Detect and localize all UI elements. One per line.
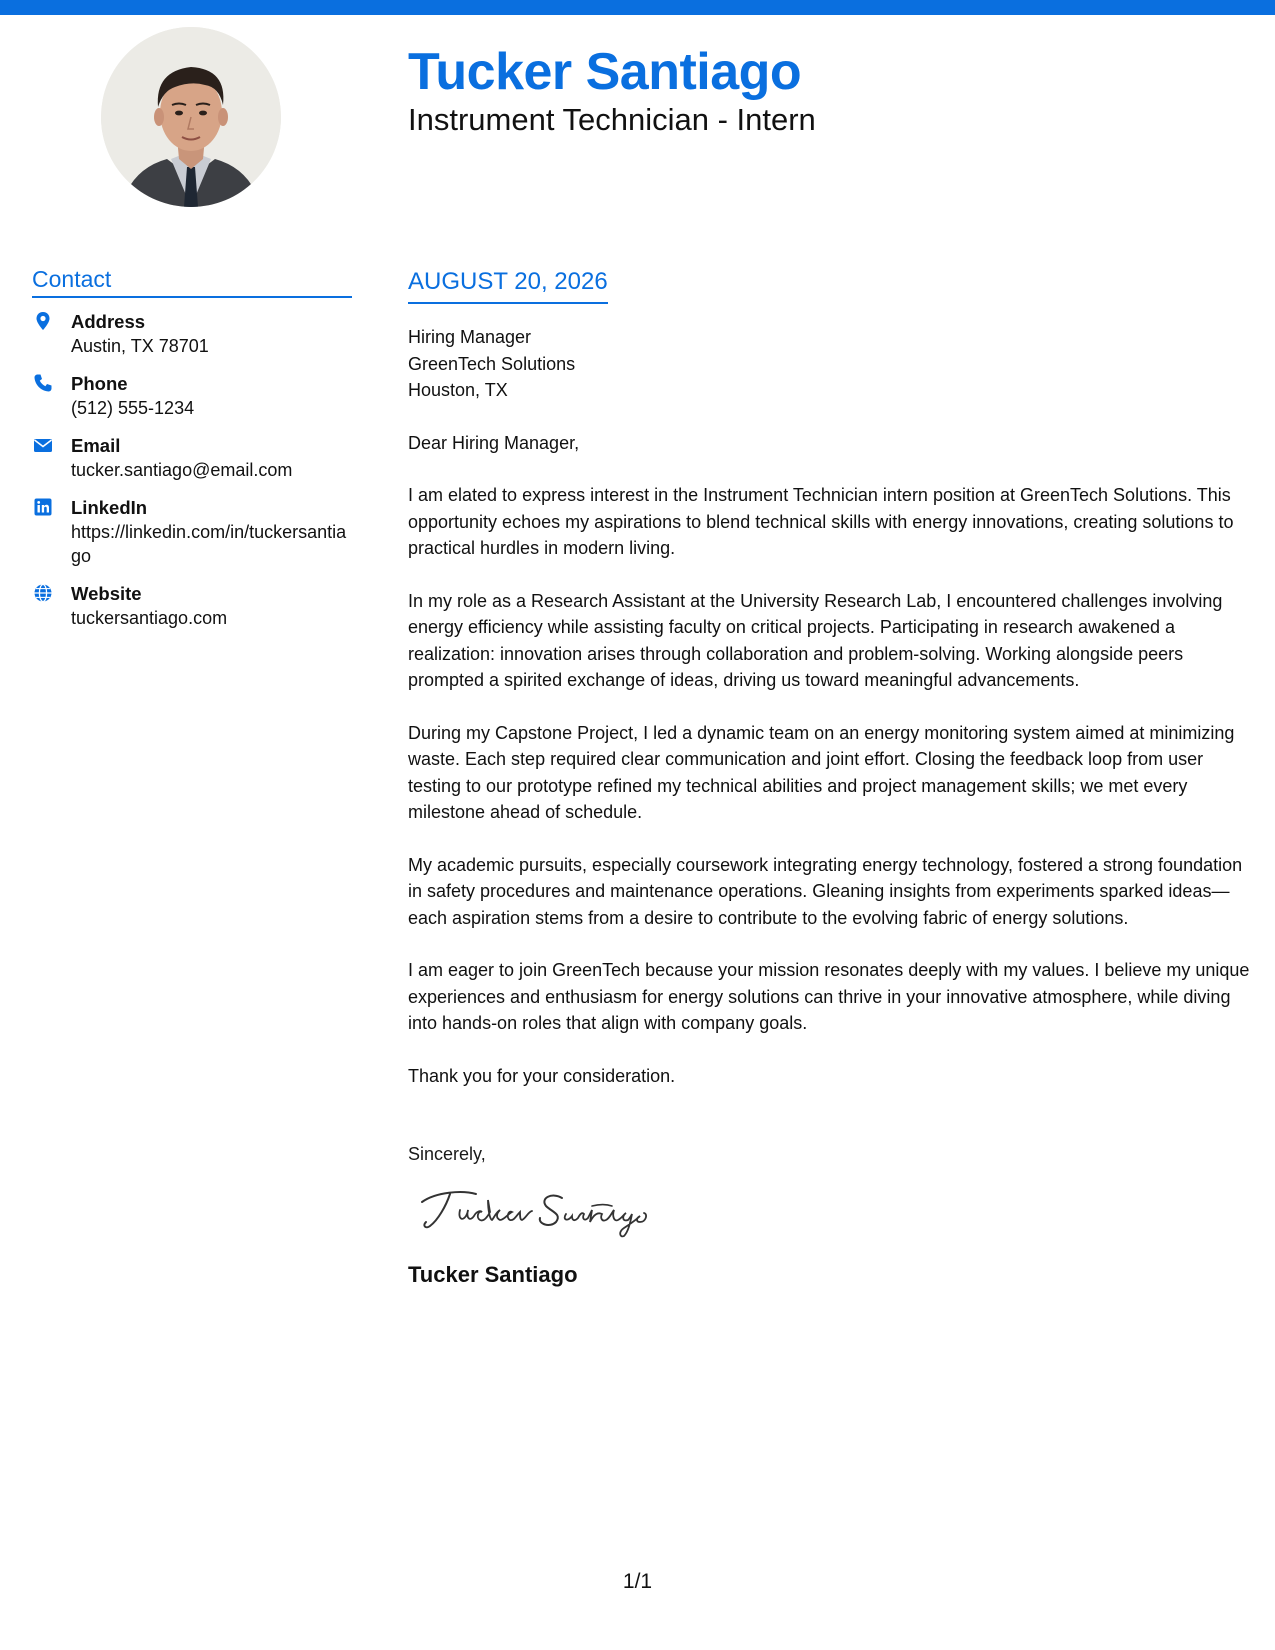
linkedin-label: LinkedIn [71, 497, 148, 518]
contact-item-linkedin [32, 496, 352, 568]
job-title: Instrument Technician - Intern [408, 102, 816, 137]
closing: Sincerely, [408, 1144, 486, 1164]
letter-body [408, 268, 1253, 1288]
letter-date: AUGUST 20, 2026 [408, 268, 608, 304]
body-paragraph: During my Capstone Project, I led a dynamic team on an energy monitoring system aimed at minimizing waste. Each step required clear communication and joint effort. Closing the feedback loop from user testing to our prototype refined my technical abilities and project management skills; we met every milestone ahead of schedule. [408, 722, 1235, 822]
email-value[interactable]: tucker.santiago@email.com [71, 460, 293, 480]
avatar-photo [101, 27, 281, 207]
salutation: Dear Hiring Manager, [408, 432, 580, 453]
contact-item-email [32, 434, 352, 482]
address-label: Address [71, 311, 146, 332]
handwritten-signature [416, 1180, 676, 1242]
recipient-line: GreenTech Solutions [408, 353, 576, 374]
globe-icon [33, 583, 53, 603]
top-accent-bar [0, 0, 1275, 15]
body-paragraph: My academic pursuits, especially coursework integrating energy technology, fostered a strong foundation in safety procedures and maintenance operations. Gleaning insights from experiments sparked ideas—each aspiration stems from a desire to contribute to the evolving fabric of energy solutions. [408, 854, 1243, 928]
recipient-line: Hiring Manager [408, 327, 532, 347]
body-paragraph: Thank you for your consideration. [408, 1065, 676, 1086]
phone-icon [33, 373, 53, 393]
recipient-line: Houston, TX [408, 380, 508, 400]
body-paragraph: I am elated to express interest in the Instrument Technician intern position at GreenTech Solutions. This opportunity echoes my aspirations to blend technical skills with energy innovations, creating solutions to practical hurdles in modern living. [408, 485, 1234, 558]
email-label: Email [71, 435, 121, 456]
body-paragraph: In my role as a Research Assistant at the University Research Lab, I encountered challenges involving energy efficiency while assisting faculty on critical projects. Participating in research awakened a realization: innovation arises through collaboration and problem-solving. Working alongside peers prompted a spirited exchange of ideas, driving us toward meaningful advancements. [408, 590, 1223, 690]
contact-item-address [32, 310, 352, 358]
avatar [101, 27, 281, 207]
address-value: Austin, TX 78701 [71, 336, 209, 356]
website-label: Website [71, 583, 142, 604]
phone-value: (512) 555-1234 [71, 398, 195, 418]
body-paragraph: I am eager to join GreenTech because your mission resonates deeply with my values. I believe my unique experiences and enthusiasm for energy solutions can thrive in your innovative atmosphere, while diving into hands-on roles that align with company goals. [408, 960, 1250, 1033]
linkedin-icon [33, 497, 53, 517]
page-number: 1/1 [622, 1570, 653, 1593]
linkedin-value[interactable]: https://linkedin.com/in/tuckersantiago [71, 522, 347, 566]
contact-item-website [32, 582, 352, 630]
phone-label: Phone [71, 373, 128, 394]
email-icon [33, 435, 53, 455]
location-pin-icon [33, 311, 53, 331]
contact-sidebar [32, 266, 352, 644]
contact-item-phone [32, 372, 352, 420]
signature-name: Tucker Santiago [408, 1261, 578, 1287]
recipient-block [408, 324, 1253, 404]
contact-heading: Contact [32, 266, 352, 298]
website-value[interactable]: tuckersantiago.com [71, 608, 228, 628]
applicant-name: Tucker Santiago [408, 43, 802, 101]
